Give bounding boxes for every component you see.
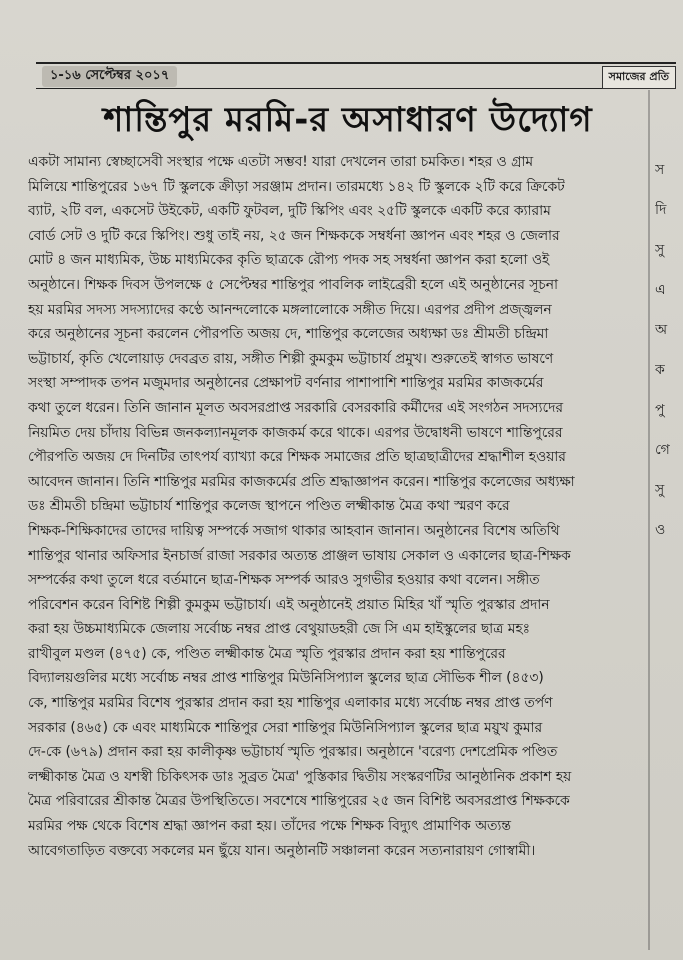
article-line: করা হয় উচ্চমাধ্যমিকে জেলায় সর্বোচ্চ নম্বর প্রাপ্ত বেথুয়াডহরী জে সি এম হাইস্কুলের ছাত্র মহঃ: [28, 621, 530, 638]
adjacent-column-text: পু: [655, 402, 665, 418]
article-line: শান্তিপুর থানার অফিসার ইনচার্জ রাজা সরকার অত্যন্ত প্রাঞ্জল ভাষায় সেকাল ও একালের ছাত্র-শিক্ষক: [28, 547, 571, 564]
adjacent-column-text: এ: [655, 282, 666, 298]
article-line: আবেদন জানান। তিনি শান্তিপুর মরমির কাজকর্মের প্রতি শ্রদ্ধাজ্ঞাপন করেন। শান্তিপুর কলেজের অধ্যক্ষা: [28, 473, 575, 490]
article-line: পৌরপতি অজয় দে দিনটির তাৎপর্য ব্যাখ্যা করে শিক্ষক সমাজের প্রতি ছাত্রছাত্রীদের শ্রদ্ধাশীল হওয়ার: [28, 449, 566, 466]
article-body: [28, 150, 650, 955]
article-line: সংস্থা সম্পাদক তপন মজুমদার অনুষ্ঠানের প্রেক্ষাপট বর্ণনার পাশাপাশি শান্তিপুর মরমির কাজকর্মের: [28, 375, 544, 392]
article-line: করে অনুষ্ঠানের সূচনা করলেন পৌরপতি অজয় দে, শান্তিপুর কলেজের অধ্যক্ষা ডঃ শ্রীমতী চন্দ্রিমা: [28, 326, 549, 343]
article-line: মৈত্র পরিবারের শ্রীকান্ত মৈত্রর উপস্থিতিতে। সবশেষে শান্তিপুরের ২৫ জন বিশিষ্ট অবসরপ্রাপ্ত শিক্ষককে: [28, 793, 570, 810]
article-line: সরকার (৪৬৫) কে এবং মাধ্যমিকে শান্তিপুর সেরা শান্তিপুর মিউনিসিপ্যাল স্কুলের ছাত্র ময়ুখ কুমার: [28, 719, 543, 736]
adjacent-column-fragment: [655, 150, 683, 850]
article-line: পরিবেশন করেন বিশিষ্ট শিল্পী কুমকুম ভট্টাচার্য। এই অনুষ্ঠানেই প্রয়াত মিহির খাঁ স্মৃতি পুরস্কার প্রদান: [28, 596, 550, 613]
article-line: কথা তুলে ধরেন। তিনি জানান মূলত অবসরপ্রাপ্ত সরকারি বেসরকারি কর্মীদের এই সংগঠন সদস্যদের: [28, 399, 563, 416]
adjacent-column-text: গে: [655, 442, 670, 458]
section-label: সমাজের প্রতি: [602, 66, 676, 89]
article-line: লক্ষ্মীকান্ত মৈত্র ও যশস্বী চিকিৎসক ডাঃ সুব্রত মৈত্র' পুস্তিকার দ্বিতীয় সংস্করণটির আনুষ্ঠানিক প্রকাশ হয়: [28, 768, 572, 785]
article-line: বোর্ড সেট ও দুটি করে স্কিপিং। শুধু তাই নয়, ২৫ জন শিক্ষককে সম্বর্ধনা জ্ঞাপন এবং শহর ও জেলার: [28, 227, 560, 244]
article-line: একটা সামান্য স্বেচ্ছাসেবী সংস্থার পক্ষে এতটা সম্ভব! যারা দেখলেন তারা চমকিত। শহর ও গ্রাম: [28, 154, 534, 170]
article-line: আবেগতাড়িত বক্তব্যে সকলের মন ছুঁয়ে যান। অনুষ্ঠানটি সঞ্চালনা করেন সত্যনারায়ণ গোস্বামী।: [28, 842, 536, 859]
adjacent-column-text: ক: [655, 362, 665, 378]
article-line: হয় মরমির সদস্য সদস্যাদের কণ্ঠে আনন্দলোকে মঙ্গলালোকে সঙ্গীত দিয়ে। এরপর প্রদীপ প্রজ্জ্বলন: [28, 301, 552, 318]
article-line: মিলিয়ে শান্তিপুরের ১৬৭ টি স্কুলকে ক্রীড়া সরঞ্জাম প্রদান। তারমধ্যে ১৪২ টি স্কুলকে ২টি করে ক্রিকেট: [28, 178, 565, 195]
adjacent-column-text: অ: [655, 322, 668, 338]
article-line: মরমির পক্ষ থেকে বিশেষ শ্রদ্ধা জ্ঞাপন করা হয়। তাঁদের পক্ষে শিক্ষক বিদ্যুৎ প্রামাণিক অত্যন্ত: [28, 818, 511, 835]
column-divider: [648, 90, 650, 950]
page-header-strip: [36, 62, 676, 89]
article-line: রাখীবুল মণ্ডল (৪৭৫) কে, পণ্ডিত লক্ষ্মীকান্ত মৈত্র স্মৃতি পুরস্কার প্রদান করা হয় শান্তিপুরের: [28, 645, 506, 662]
article-line: শিক্ষক-শিক্ষিকাদের তাদের দায়িত্ব সম্পর্কে সজাগ থাকার আহবান জানান। অনুষ্ঠানের বিশেষ অতিথি: [28, 522, 560, 539]
article-line: কে, শান্তিপুর মরমির বিশেষ পুরস্কার প্রদান করা হয় শান্তিপুর এলাকার মধ্যে সর্বোচ্চ নম্বর প্রাপ্ত তর্পণ: [28, 695, 553, 712]
article-line: ব্যাট, ২টি বল, একসেট উইকেট, একটি ফুটবল, দুটি স্কিপিং এবং ২৫টি স্কুলকে একটি করে ক্যারাম: [28, 203, 551, 220]
adjacent-column-text: সু: [655, 482, 665, 498]
adjacent-column-text: দি: [655, 202, 667, 218]
issue-date: ১-১৬ সেপ্টেম্বর ২০১৭: [42, 66, 177, 87]
adjacent-column-text: ও: [655, 522, 666, 538]
article-headline: শান্তিপুর মরমি-র অসাধারণ উদ্যোগ: [103, 100, 593, 140]
article-line: ডঃ শ্রীমতী চন্দ্রিমা ভট্টাচার্য শান্তিপুর কলেজ স্থাপনে পণ্ডিত লক্ষ্মীকান্ত মৈত্র কথা স্মরণ করে: [28, 498, 510, 515]
article-line: ভট্টাচার্য, কৃতি খেলোয়াড় দেবব্রত রায়, সঙ্গীত শিল্পী কুমকুম ভট্টাচার্য প্রমুখ। শুরুতেই স্বাগত ভাষণে: [28, 350, 554, 367]
article-line: দে-কে (৬৭৯) প্রদান করা হয় কালীকৃষ্ণ ভট্টাচার্য স্মৃতি পুরস্কার। অনুষ্ঠানে 'বরেণ্য দেশপ্রেমিক পণ্ডিত: [28, 744, 558, 761]
article-line: বিদ্যালয়গুলির মধ্যে সর্বোচ্চ নম্বর প্রাপ্ত শান্তিপুর মিউনিসিপ্যাল স্কুলের ছাত্র সৌভিক শীল (৪৫৩): [28, 670, 544, 687]
adjacent-column-text: সু: [655, 242, 665, 258]
article-line: অনুষ্ঠানে। শিক্ষক দিবস উপলক্ষে ৫ সেপ্টেম্বর শান্তিপুর পাবলিক লাইব্রেরী হলে এই অনুষ্ঠানের সূচনা: [28, 276, 558, 293]
adjacent-column-text: স: [655, 162, 665, 178]
article-line: নিয়মিত দেয় চাঁদায় বিভিন্ন জনকল্যানমূলক কাজকর্ম করে থাকে। এরপর উদ্বোধনী ভাষণে শান্তিপুরের: [28, 424, 563, 441]
article-line: সম্পর্কের কথা তুলে ধরে বর্তমানে ছাত্র-শিক্ষক সম্পর্ক আরও সুগভীর হওয়ার কথা বলেন। সঙ্গীত: [28, 572, 540, 589]
article-line: মোট ৪ জন মাধ্যমিক, উচ্চ মাধ্যমিকের কৃতি ছাত্রকে রৌপ্য পদক সহ সম্বর্ধনা জ্ঞাপন করা হলো ওই: [28, 252, 550, 269]
